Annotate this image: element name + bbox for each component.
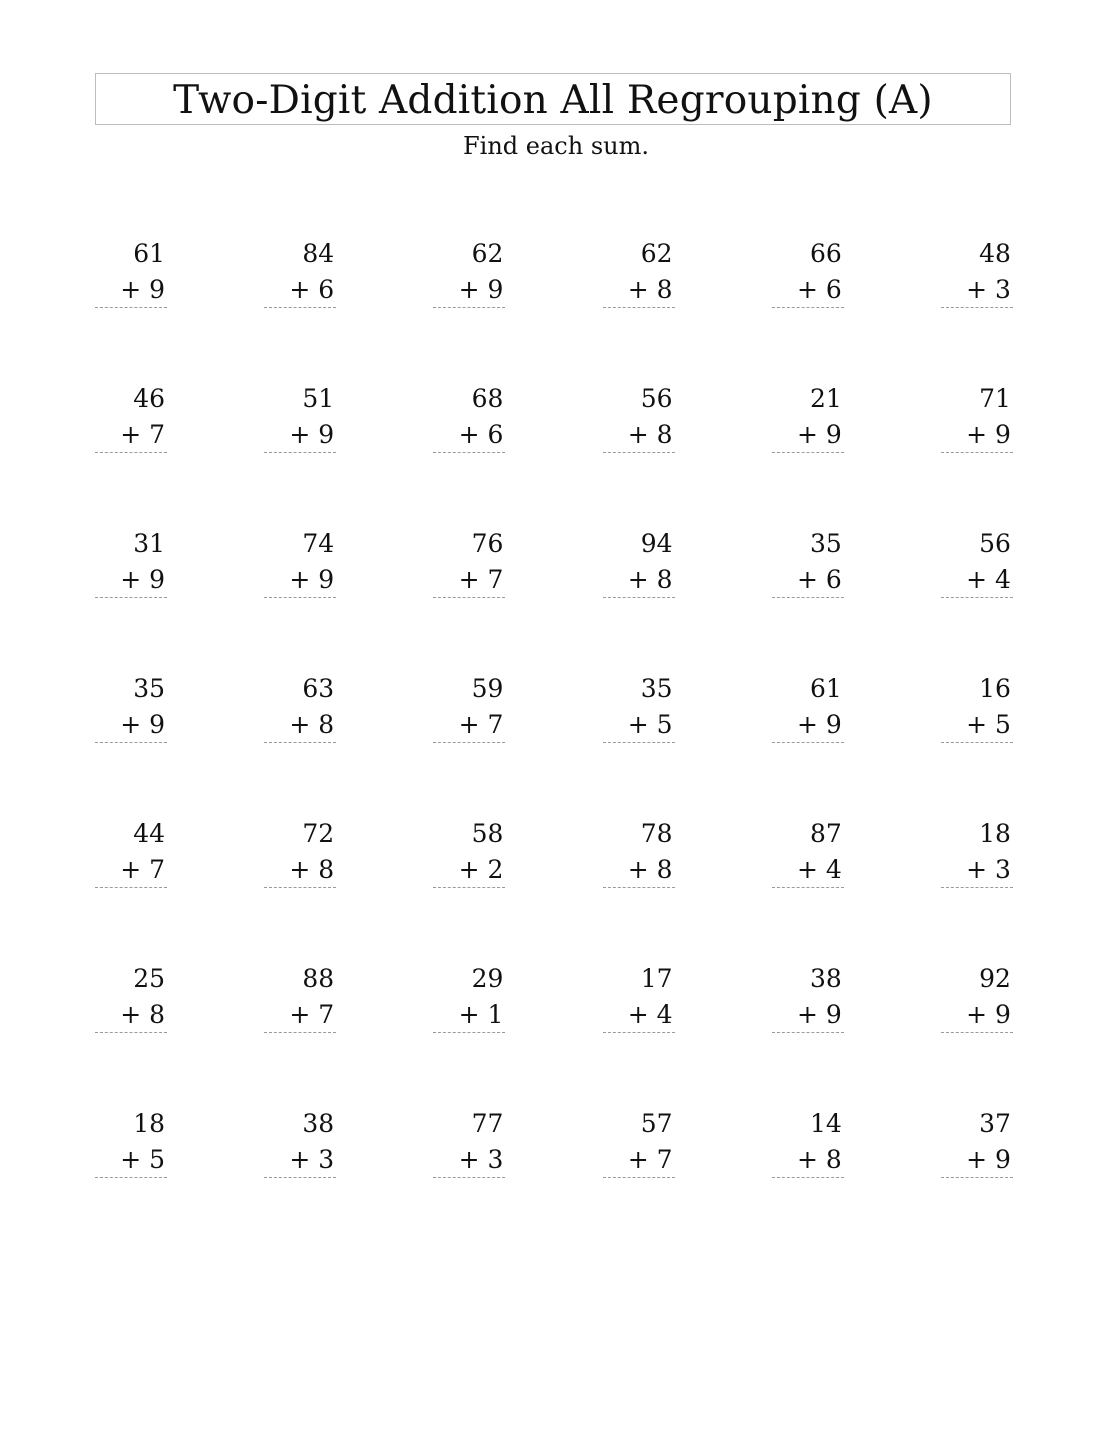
addend-top: 31 — [133, 529, 165, 558]
answer-line — [95, 1177, 167, 1178]
answer-line — [941, 742, 1013, 743]
addition-problem — [603, 671, 675, 743]
answer-line — [941, 597, 1013, 598]
addend-top: 68 — [471, 384, 504, 413]
addend-top: 29 — [471, 964, 504, 993]
answer-line — [433, 887, 505, 888]
answer-line — [941, 1032, 1013, 1033]
addend-bottom: + 8 — [627, 275, 673, 304]
addend-bottom: + 5 — [966, 710, 1011, 739]
answer-line — [603, 1177, 675, 1178]
addition-problem — [603, 961, 675, 1033]
answer-line — [95, 597, 167, 598]
addend-top: 88 — [302, 964, 335, 993]
answer-line — [95, 887, 167, 888]
addend-bottom: + 3 — [966, 275, 1011, 304]
addition-problem — [772, 961, 844, 1033]
addition-problem — [941, 671, 1013, 743]
addend-bottom: + 6 — [796, 275, 842, 304]
addend-top: 63 — [302, 674, 335, 703]
addend-bottom: + 9 — [966, 1000, 1011, 1029]
answer-line — [772, 1177, 844, 1178]
answer-line — [941, 887, 1013, 888]
addition-problem — [772, 671, 844, 743]
addend-top: 18 — [133, 1109, 165, 1138]
addition-problem — [772, 526, 844, 598]
addend-bottom: + 6 — [289, 275, 335, 304]
addition-problem — [433, 1106, 505, 1178]
addend-top: 38 — [302, 1109, 335, 1138]
addend-bottom: + 9 — [120, 275, 165, 304]
answer-line — [603, 742, 675, 743]
addend-bottom: + 9 — [966, 420, 1011, 449]
addition-problem — [941, 961, 1013, 1033]
addend-bottom: + 8 — [120, 1000, 165, 1029]
answer-line — [433, 1032, 505, 1033]
answer-line — [772, 1032, 844, 1033]
answer-line — [95, 452, 167, 453]
addition-problem — [264, 236, 336, 308]
addition-problem — [603, 526, 675, 598]
addend-top: 62 — [640, 239, 673, 268]
answer-line — [95, 307, 167, 308]
addition-problem — [941, 1106, 1013, 1178]
addend-bottom: + 1 — [458, 1000, 504, 1029]
addend-bottom: + 9 — [796, 710, 842, 739]
addend-bottom: + 9 — [458, 275, 504, 304]
addend-bottom: + 4 — [966, 565, 1011, 594]
addend-bottom: + 8 — [796, 1145, 842, 1174]
addend-bottom: + 7 — [120, 420, 165, 449]
addition-problem — [772, 816, 844, 888]
addition-problem — [95, 236, 167, 308]
addend-bottom: + 6 — [796, 565, 842, 594]
addend-top: 17 — [640, 964, 673, 993]
answer-line — [264, 597, 336, 598]
addend-bottom: + 9 — [289, 565, 335, 594]
addition-problem — [264, 526, 336, 598]
addend-top: 21 — [809, 384, 842, 413]
instructions: Find each sum. — [463, 132, 649, 160]
addend-bottom: + 5 — [627, 710, 673, 739]
addend-top: 77 — [471, 1109, 504, 1138]
addend-top: 92 — [979, 964, 1011, 993]
addend-bottom: + 9 — [966, 1145, 1011, 1174]
answer-line — [603, 597, 675, 598]
addend-top: 71 — [979, 384, 1011, 413]
answer-line — [264, 887, 336, 888]
addition-problem — [433, 381, 505, 453]
addend-top: 66 — [809, 239, 842, 268]
addend-bottom: + 3 — [966, 855, 1011, 884]
addend-top: 56 — [979, 529, 1011, 558]
addend-top: 56 — [640, 384, 673, 413]
addend-bottom: + 4 — [796, 855, 842, 884]
answer-line — [772, 597, 844, 598]
addend-bottom: + 7 — [120, 855, 165, 884]
answer-line — [603, 452, 675, 453]
addition-problem — [772, 381, 844, 453]
addition-problem — [264, 381, 336, 453]
answer-line — [264, 742, 336, 743]
addition-problem — [941, 236, 1013, 308]
answer-line — [264, 307, 336, 308]
answer-line — [772, 307, 844, 308]
addition-problem — [941, 381, 1013, 453]
addition-problem — [772, 1106, 844, 1178]
answer-line — [264, 1032, 336, 1033]
addend-bottom: + 8 — [627, 420, 673, 449]
addend-bottom: + 6 — [458, 420, 504, 449]
addend-top: 14 — [809, 1109, 842, 1138]
addition-problem — [95, 671, 167, 743]
addend-bottom: + 7 — [458, 565, 504, 594]
answer-line — [772, 887, 844, 888]
addition-problem — [603, 381, 675, 453]
addend-top: 78 — [640, 819, 673, 848]
addend-top: 44 — [133, 819, 165, 848]
answer-line — [941, 307, 1013, 308]
answer-line — [433, 742, 505, 743]
answer-line — [941, 1177, 1013, 1178]
addition-problem — [433, 236, 505, 308]
addend-bottom: + 4 — [627, 1000, 673, 1029]
addend-bottom: + 2 — [458, 855, 504, 884]
addend-top: 61 — [133, 239, 165, 268]
answer-line — [603, 887, 675, 888]
addend-bottom: + 9 — [120, 565, 165, 594]
addend-bottom: + 9 — [289, 420, 335, 449]
answer-line — [941, 452, 1013, 453]
addend-top: 57 — [640, 1109, 673, 1138]
addition-problem — [941, 526, 1013, 598]
addend-bottom: + 8 — [289, 855, 335, 884]
answer-line — [264, 452, 336, 453]
addition-problem — [264, 1106, 336, 1178]
answer-line — [603, 307, 675, 308]
addend-bottom: + 3 — [289, 1145, 335, 1174]
addend-top: 38 — [809, 964, 842, 993]
answer-line — [772, 452, 844, 453]
worksheet-title: Two-Digit Addition All Regrouping (A) — [173, 77, 933, 123]
problem-grid — [95, 236, 1013, 1178]
addition-problem — [433, 961, 505, 1033]
answer-line — [603, 1032, 675, 1033]
addition-problem — [772, 236, 844, 308]
addition-problem — [603, 236, 675, 308]
addend-top: 87 — [809, 819, 842, 848]
addition-problem — [603, 1106, 675, 1178]
answer-line — [433, 307, 505, 308]
answer-line — [433, 597, 505, 598]
addend-top: 46 — [133, 384, 165, 413]
addend-bottom: + 9 — [796, 420, 842, 449]
addend-bottom: + 9 — [796, 1000, 842, 1029]
addition-problem — [95, 961, 167, 1033]
addend-bottom: + 8 — [627, 565, 673, 594]
addend-bottom: + 9 — [120, 710, 165, 739]
addend-top: 59 — [471, 674, 504, 703]
addition-problem — [264, 961, 336, 1033]
addend-top: 35 — [640, 674, 673, 703]
addend-bottom: + 8 — [627, 855, 673, 884]
addend-top: 35 — [133, 674, 165, 703]
addition-problem — [433, 526, 505, 598]
addend-top: 58 — [471, 819, 504, 848]
addend-top: 35 — [809, 529, 842, 558]
addend-bottom: + 7 — [627, 1145, 673, 1174]
addend-bottom: + 8 — [289, 710, 335, 739]
addend-top: 94 — [640, 529, 673, 558]
addend-bottom: + 7 — [458, 710, 504, 739]
addend-top: 84 — [302, 239, 335, 268]
addend-bottom: + 5 — [120, 1145, 165, 1174]
addition-problem — [95, 526, 167, 598]
title-box — [95, 73, 1011, 125]
answer-line — [433, 1177, 505, 1178]
addend-top: 18 — [979, 819, 1011, 848]
answer-line — [95, 742, 167, 743]
addend-top: 62 — [471, 239, 504, 268]
addend-bottom: + 3 — [458, 1145, 504, 1174]
addend-bottom: + 7 — [289, 1000, 335, 1029]
answer-line — [772, 742, 844, 743]
addend-top: 61 — [809, 674, 842, 703]
addend-top: 37 — [979, 1109, 1011, 1138]
addition-problem — [264, 671, 336, 743]
addend-top: 25 — [133, 964, 165, 993]
addend-top: 48 — [979, 239, 1011, 268]
addition-problem — [433, 816, 505, 888]
answer-line — [264, 1177, 336, 1178]
addition-problem — [941, 816, 1013, 888]
addend-top: 72 — [302, 819, 335, 848]
answer-line — [95, 1032, 167, 1033]
addend-top: 16 — [979, 674, 1011, 703]
addition-problem — [433, 671, 505, 743]
addition-problem — [603, 816, 675, 888]
addition-problem — [95, 1106, 167, 1178]
addition-problem — [264, 816, 336, 888]
addend-top: 74 — [302, 529, 335, 558]
addition-problem — [95, 381, 167, 453]
answer-line — [433, 452, 505, 453]
addend-top: 76 — [471, 529, 504, 558]
addend-top: 51 — [302, 384, 335, 413]
addition-problem — [95, 816, 167, 888]
